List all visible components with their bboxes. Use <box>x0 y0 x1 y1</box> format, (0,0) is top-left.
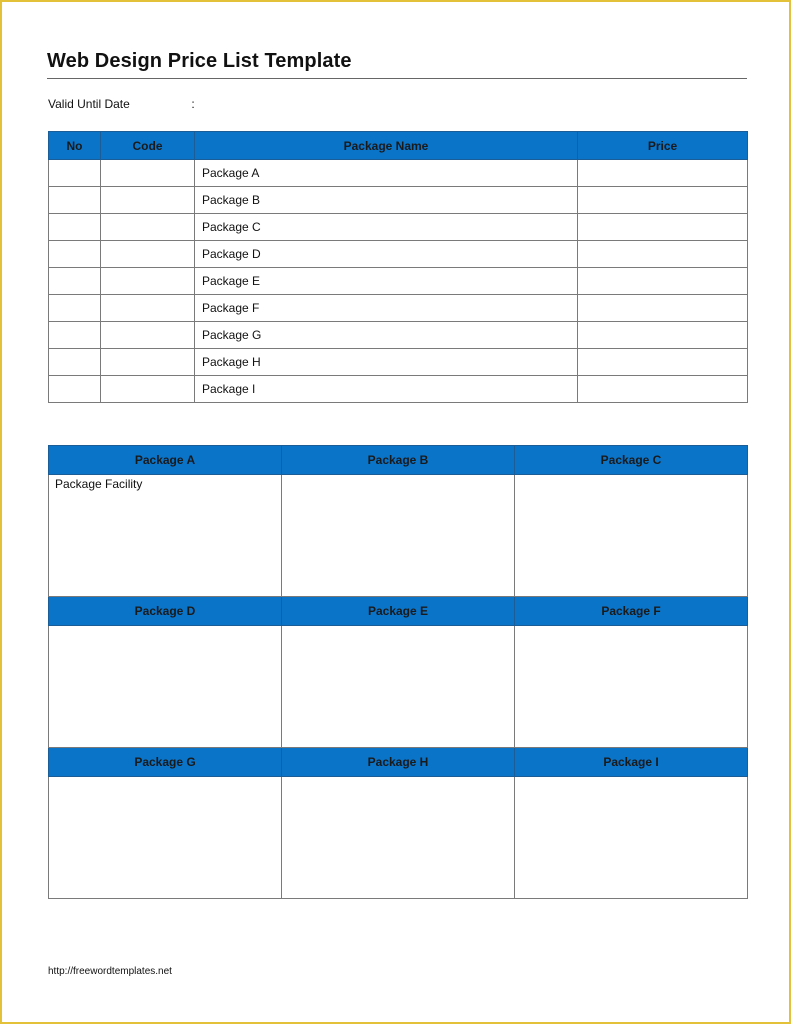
package-facility-text <box>282 777 514 779</box>
package-d-facility-cell[interactable] <box>49 626 282 748</box>
footer-url[interactable]: http://freewordtemplates.net <box>48 966 172 977</box>
cell-package-name[interactable]: Package I <box>195 376 578 403</box>
table-row <box>49 376 748 403</box>
cell-price[interactable] <box>578 322 748 349</box>
cell-package-name[interactable]: Package H <box>195 349 578 376</box>
cell-package-name[interactable]: Package B <box>195 187 578 214</box>
package-b-header: Package B <box>282 446 515 475</box>
table-row <box>49 295 748 322</box>
package-b-facility-cell[interactable] <box>282 475 515 597</box>
table-row <box>49 322 748 349</box>
valid-until-label: Valid Until Date <box>48 97 130 111</box>
cell-code[interactable] <box>101 187 195 214</box>
price-table-header-row <box>49 132 748 160</box>
cell-no[interactable] <box>49 187 101 214</box>
table-row <box>49 187 748 214</box>
cell-no[interactable] <box>49 268 101 295</box>
table-row <box>49 241 748 268</box>
title-divider <box>47 78 747 79</box>
page-title: Web Design Price List Template <box>47 50 352 72</box>
valid-until-row <box>48 97 195 111</box>
package-content-row <box>49 475 748 597</box>
package-g-header: Package G <box>49 748 282 777</box>
price-table <box>48 131 748 403</box>
cell-price[interactable] <box>578 214 748 241</box>
cell-code[interactable] <box>101 295 195 322</box>
valid-until-separator: : <box>191 97 195 111</box>
cell-package-name[interactable]: Package A <box>195 160 578 187</box>
cell-no[interactable] <box>49 349 101 376</box>
package-facility-text <box>49 626 281 628</box>
cell-price[interactable] <box>578 241 748 268</box>
cell-code[interactable] <box>101 268 195 295</box>
cell-price[interactable] <box>578 349 748 376</box>
cell-no[interactable] <box>49 241 101 268</box>
cell-no[interactable] <box>49 322 101 349</box>
package-i-header: Package I <box>515 748 748 777</box>
table-row <box>49 268 748 295</box>
package-h-header: Package H <box>282 748 515 777</box>
cell-package-name[interactable]: Package G <box>195 322 578 349</box>
cell-price[interactable] <box>578 187 748 214</box>
package-i-facility-cell[interactable] <box>515 777 748 899</box>
column-header-package-name: Package Name <box>195 132 578 160</box>
package-f-facility-cell[interactable] <box>515 626 748 748</box>
package-e-facility-cell[interactable] <box>282 626 515 748</box>
cell-price[interactable] <box>578 295 748 322</box>
cell-code[interactable] <box>101 160 195 187</box>
package-facility-text <box>282 626 514 628</box>
cell-no[interactable] <box>49 376 101 403</box>
package-facility-text <box>515 777 747 779</box>
package-facility-text <box>515 475 747 477</box>
table-row <box>49 214 748 241</box>
cell-package-name[interactable]: Package D <box>195 241 578 268</box>
cell-no[interactable] <box>49 160 101 187</box>
cell-no[interactable] <box>49 295 101 322</box>
column-header-code: Code <box>101 132 195 160</box>
cell-price[interactable] <box>578 160 748 187</box>
package-a-facility-cell[interactable] <box>49 475 282 597</box>
cell-no[interactable] <box>49 214 101 241</box>
package-c-facility-cell[interactable] <box>515 475 748 597</box>
package-header-row <box>49 748 748 777</box>
column-header-no: No <box>49 132 101 160</box>
package-h-facility-cell[interactable] <box>282 777 515 899</box>
package-facility-table <box>48 445 748 899</box>
cell-package-name[interactable]: Package E <box>195 268 578 295</box>
table-row <box>49 160 748 187</box>
package-header-row <box>49 597 748 626</box>
cell-package-name[interactable]: Package C <box>195 214 578 241</box>
cell-code[interactable] <box>101 349 195 376</box>
cell-code[interactable] <box>101 214 195 241</box>
package-content-row <box>49 777 748 899</box>
package-e-header: Package E <box>282 597 515 626</box>
table-row <box>49 349 748 376</box>
package-a-header: Package A <box>49 446 282 475</box>
cell-code[interactable] <box>101 241 195 268</box>
package-facility-text <box>515 626 747 628</box>
package-header-row <box>49 446 748 475</box>
package-c-header: Package C <box>515 446 748 475</box>
package-d-header: Package D <box>49 597 282 626</box>
cell-price[interactable] <box>578 268 748 295</box>
column-header-price: Price <box>578 132 748 160</box>
cell-code[interactable] <box>101 322 195 349</box>
cell-code[interactable] <box>101 376 195 403</box>
package-facility-text <box>282 475 514 477</box>
package-facility-text <box>49 777 281 779</box>
package-f-header: Package F <box>515 597 748 626</box>
package-g-facility-cell[interactable] <box>49 777 282 899</box>
cell-price[interactable] <box>578 376 748 403</box>
cell-package-name[interactable]: Package F <box>195 295 578 322</box>
package-content-row <box>49 626 748 748</box>
package-facility-label: Package Facility <box>55 477 143 491</box>
